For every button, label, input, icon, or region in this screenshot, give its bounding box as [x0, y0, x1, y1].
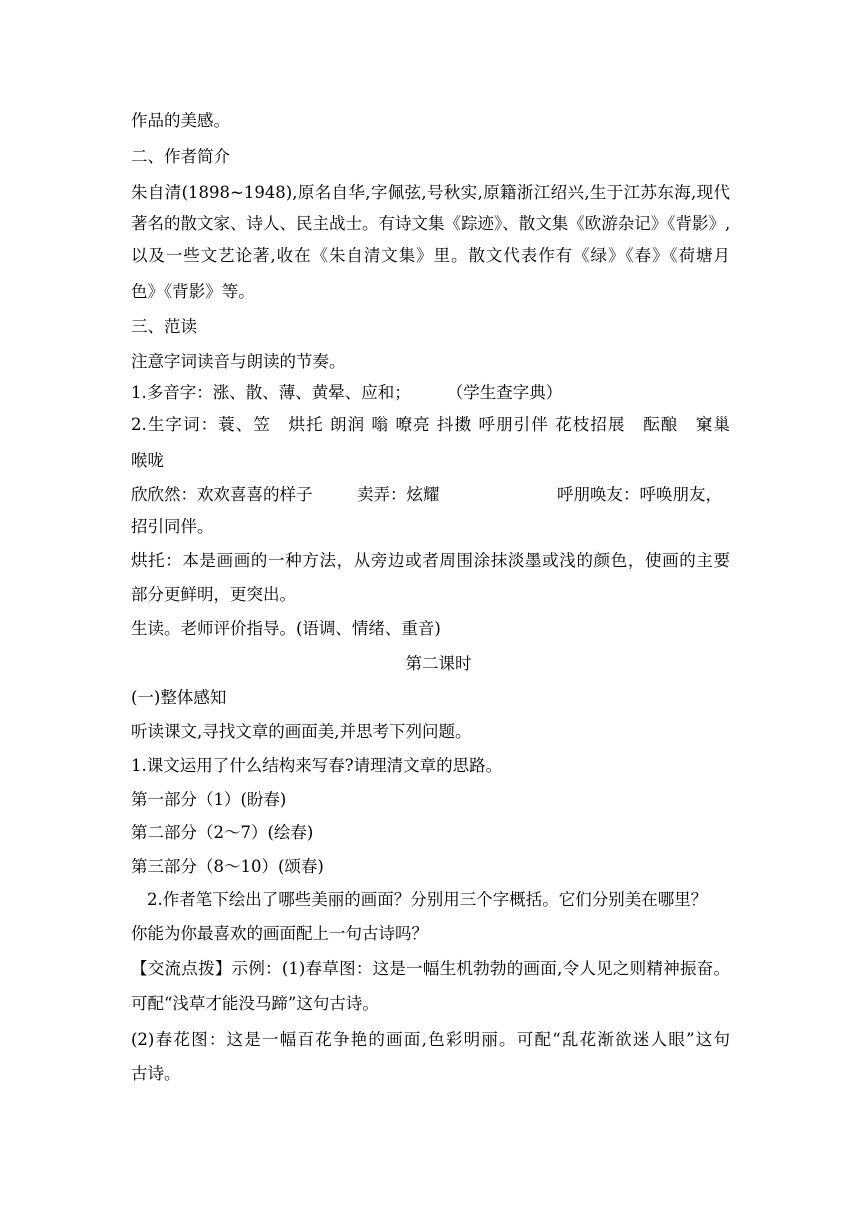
question-line: 2.作者笔下绘出了哪些美丽的画面？分别用三个字概括。它们分别美在哪里？ [147, 890, 708, 909]
polyphone-line [131, 382, 562, 404]
paragraph-line: 喉咙 [131, 451, 164, 470]
polyphone-note: （学生查字典） [446, 383, 563, 402]
paragraph-line: 以及一些文艺论著,收在《朱自清文集》里。散文代表作有《绿》《春》《荷塘月 [131, 246, 730, 265]
paragraph-line: 色》《背影》等。 [131, 282, 255, 301]
outline-item: 第一部分（1）(盼春) [131, 790, 287, 809]
outline-item: 第三部分（8～10）(颂春) [131, 857, 324, 876]
paragraph-line: 著名的散文家、诗人、民主战士。有诗文集《踪迹》、散文集《欧游杂记》《背影》, [131, 214, 731, 233]
lesson-title: 第二课时 [405, 654, 472, 673]
paragraph-line: 烘托：本是画画的一种方法，从旁边或者周围涂抹淡墨或浅的颜色，使画的主要 [131, 551, 730, 570]
question-line: 1.课文运用了什么结构来写春?请理清文章的思路。 [131, 756, 503, 775]
paragraph-line: 听读课文,寻找文章的画面美,并思考下列问题。 [131, 722, 472, 741]
paragraph-line: 生读。老师评价指导。(语调、情绪、重音) [131, 619, 441, 638]
paragraph-line: 【交流点拨】示例：(1)春草图：这是一幅生机勃勃的画面,令人见之则精神振奋。 [131, 959, 730, 978]
subsection-heading: (一)整体感知 [131, 688, 227, 707]
new-words-line: 2.生字词：蓑、笠 烘托 朗润 嗡 嘹亮 抖擞 呼朋引伴 花枝招展 酝酿 窠巢 [131, 415, 730, 434]
paragraph-line: 你能为你最喜欢的画面配上一句古诗吗？ [131, 924, 428, 943]
paragraph-line: 注意字词读音与朗读的节奏。 [131, 352, 346, 371]
paragraph-line: 部分更鲜明，更突出。 [131, 585, 296, 604]
definition-xinxinran: 欣欣然：欢欢喜喜的样子 [131, 485, 313, 504]
paragraph-line: 招引同伴。 [131, 517, 214, 536]
paragraph-line: 可配“浅草才能没马蹄”这句古诗。 [131, 994, 379, 1013]
paragraph-line: 作品的美感。 [131, 111, 230, 130]
definition-hupenghuanyou: 呼朋唤友：呼唤朋友， [557, 485, 722, 504]
definition-mainong: 卖弄：炫耀 [357, 485, 440, 504]
paragraph-line: (2)春花图：这是一幅百花争艳的画面,色彩明丽。可配“乱花渐欲迷人眼”这句 [131, 1030, 730, 1049]
polyphone-words: 1.多音字：涨、散、薄、黄晕、应和； [131, 383, 411, 402]
section-heading-reading: 三、范读 [131, 317, 197, 336]
section-heading-author: 二、作者简介 [131, 147, 230, 166]
paragraph-line: 古诗。 [131, 1064, 181, 1083]
paragraph-line: 朱自清(1898~1948),原名自华,字佩弦,号秋实,原籍浙江绍兴,生于江苏东海,现代 [131, 183, 730, 202]
outline-item: 第二部分（2～7）(绘春) [131, 823, 314, 842]
